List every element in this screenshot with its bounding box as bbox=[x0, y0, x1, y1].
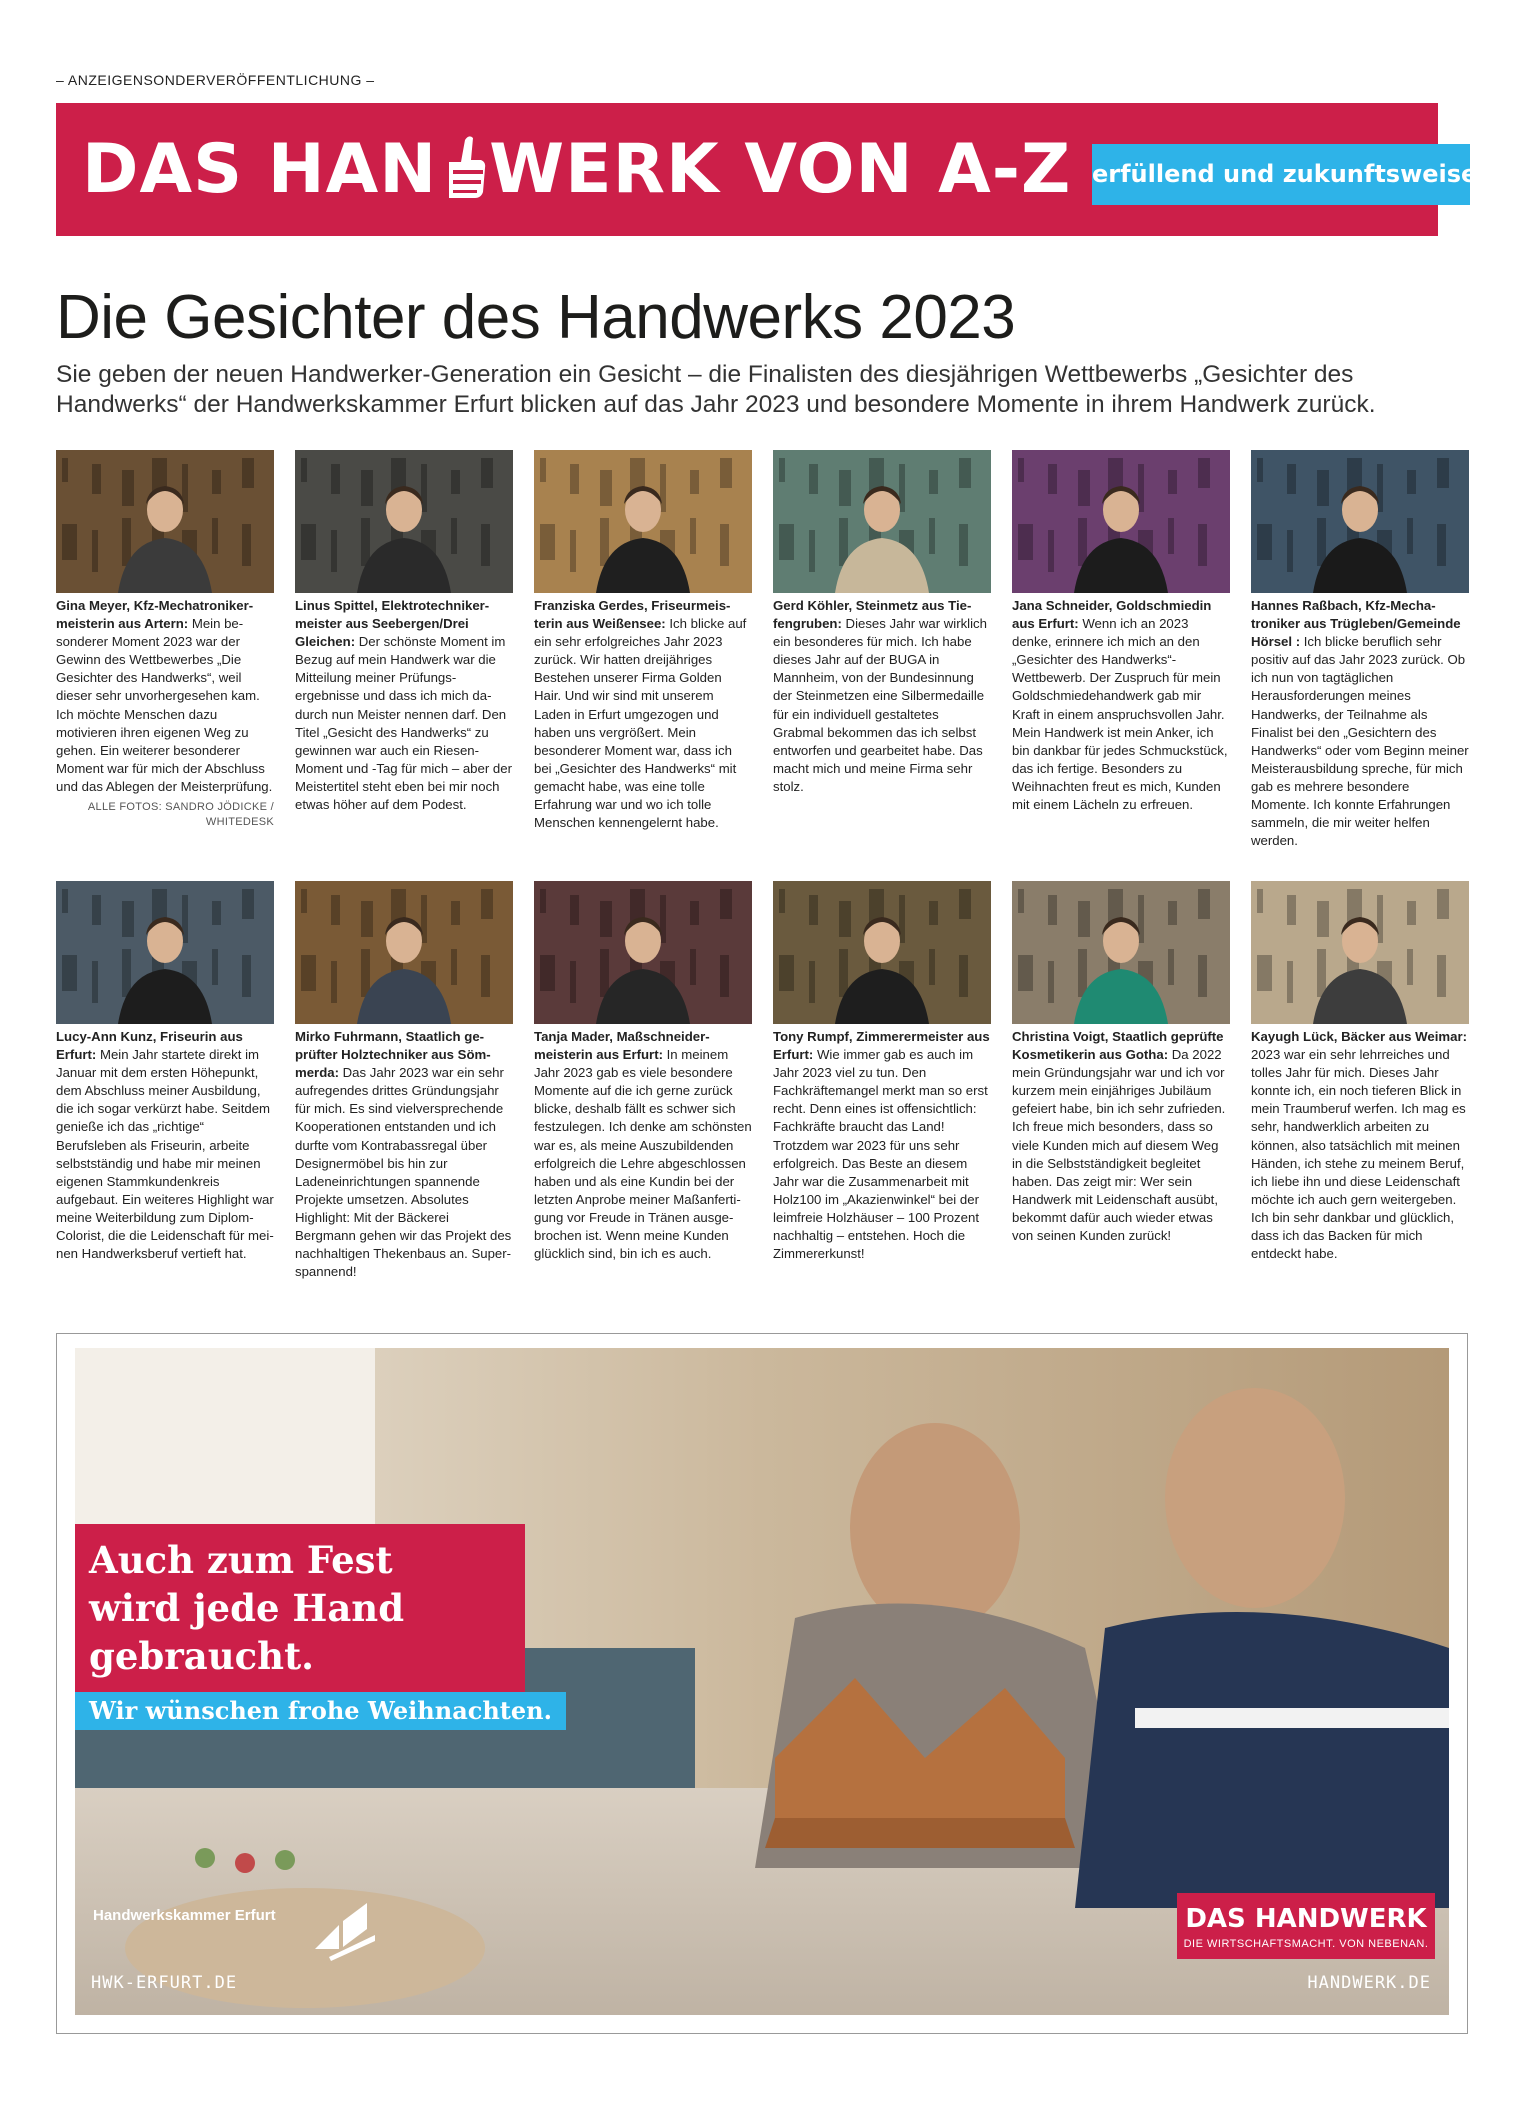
ad-slogan-line-1: Auch zum Fest bbox=[89, 1538, 393, 1582]
finalist-photo bbox=[773, 450, 991, 593]
finalist-card bbox=[295, 450, 513, 850]
finalist-caption bbox=[56, 1028, 274, 1263]
finalist-card bbox=[1251, 450, 1469, 850]
portrait-illustration bbox=[534, 450, 752, 593]
finalist-name: Kayugh Lück, Bäcker aus Weimar: bbox=[1251, 1029, 1467, 1044]
finalist-caption bbox=[773, 1028, 991, 1263]
portrait-illustration bbox=[1251, 881, 1469, 1024]
finalist-name: Linus Spittel, Elektrotechnikermeister aus Seebergen/Drei Gleichen: bbox=[295, 598, 490, 650]
finalist-card bbox=[56, 450, 274, 850]
lead-paragraph: Sie geben der neuen Handwerker-Generation ein Gesicht – die Finalisten des diesjährigen Wettbewerbs „Gesichter des Handwerks“ der Handwerkskammer Erfurt blicken auf das Jahr 2023 und besondere Momente in ihrem Handwerk zurück. bbox=[56, 361, 1376, 418]
finalist-card bbox=[1012, 450, 1230, 850]
finalist-name: Tanja Mader, Maßschneidermeisterin aus Erfurt: bbox=[534, 1029, 710, 1063]
page-title: Die Gesichter des Handwerks 2023 bbox=[56, 283, 1016, 352]
ad-slogan-line-2: wird jede Hand bbox=[89, 1586, 405, 1630]
finalist-name: Tony Rumpf, Zimmerermeister aus Erfurt: bbox=[773, 1029, 990, 1063]
finalist-text: Wie immer gab es auch im Jahr 2023 viel zu tun. Den Fachkräftemangel merkt man so erst recht. Denn eines ist offensichtlich: Fachkräfte braucht das Land! Trotzdem war 2023 für uns sehr erfolgreich. Das Beste an diesem Jahr war die Zusammenarbeit mit Holz100 im „Akazienwinkel“ bei der leimfreie Holzhäuser – 100 Prozent nachhaltig – entstehen. Hoch die Zimmererkunst! bbox=[773, 1047, 988, 1262]
portrait-illustration bbox=[534, 881, 752, 1024]
banner-title bbox=[82, 125, 1071, 215]
finalist-text: Ich blicke auf ein sehr erfolgreiches Jahr 2023 zurück. Wir hatten dreijähriges Bestehen unserer Firma Golden Hair. Und wir sind mit unserem Laden in Erfurt umgezogen und haben uns vergrößert. Mein besonderer Moment war, dass ich bei „Gesichter des Handwerks“ mit gemacht habe, was eine tolle Erfahrung war und wo ich tolle Menschen kennengelernt habe. bbox=[534, 616, 747, 831]
finalist-photo bbox=[534, 450, 752, 593]
banner-title-right: WERK VON A-Z bbox=[489, 130, 1072, 209]
handwerk-logo-subtitle: DIE WIRTSCHAFTSMACHT. VON NEBENAN. bbox=[1183, 1938, 1429, 1950]
finalist-text: In meinem Jahr 2023 gab es viele besondere Momente auf die ich gerne zurück blicke, deshalb fällt es schwer sich festzulegen. Ich denke am schönsten war es, als meine Auszubildenden erfolgreich die Lehre abgeschlossen haben und als eine Kundin bei der letzten Anprobe meiner Maßanfertigung vor Freude in Tränen ausgebrochen ist. Wenn meine Kunden glücklich sind, bin ich es auch. bbox=[534, 1047, 752, 1262]
finalist-card bbox=[534, 881, 752, 1281]
finalist-text: Das Jahr 2023 war ein sehr aufregendes drittes Gründungsjahr für mich. Es sind vielversprechende Kooperationen entstanden und ich durfte vom Kontrabassregal über Designermöbel bis hin zur Ladeneinrichtungen spannende Projekte umsetzen. Absolutes Highlight: Mit der Bäckerei Bergmann gehen wir das Projekt des nachhaltigen Thekenbaus an. Super-spannend! bbox=[295, 1065, 512, 1280]
finalist-caption bbox=[1012, 597, 1230, 814]
finalist-caption bbox=[1251, 597, 1469, 850]
portrait-illustration bbox=[1012, 450, 1230, 593]
finalist-caption bbox=[1012, 1028, 1230, 1245]
hwk-logo-icon bbox=[309, 1901, 381, 1963]
kicker: – ANZEIGENSONDERVERÖFFENTLICHUNG – bbox=[56, 72, 375, 88]
finalist-text: Der schönste Moment im Bezug auf mein Handwerk war die Mitteilung meiner Prüfungsergebnisse und dass ich mich dadurch nun Meister nennen darf. Den Titel „Gesicht des Handwerks“ zu gewinnen war auch ein Riesen-Moment und -Tag für mich – aber der Meistertitel steht eben bei mir noch etwas höher auf dem Podest. bbox=[295, 634, 512, 813]
hwk-url-link[interactable]: HWK-ERFURT.DE bbox=[91, 1973, 238, 1993]
finalist-photo bbox=[1012, 450, 1230, 593]
finalist-caption bbox=[1251, 1028, 1469, 1263]
finalist-caption bbox=[534, 597, 752, 832]
handwerk-url-link[interactable]: HANDWERK.DE bbox=[1307, 1973, 1431, 1993]
finalist-text: Wenn ich an 2023 denke, erinnere ich mich an den „Gesichter des Handwerks“-Wettbewerb. Der Zuspruch für mein Goldschmiedehandwerk gab mir Kraft in einem anspruchsvollen Jahr. Mein Handwerk ist mein Anker, ich bin dankbar für jedes Schmuckstück, das ich fertige. Besonders zu Weihnachten freut es mich, Kunden mit einem Lächeln zu erfreuen. bbox=[1012, 616, 1228, 813]
finalist-card bbox=[56, 881, 274, 1281]
finalist-name: Mirko Fuhrmann, Staatlich geprüfter Holztechniker aus Sömmerda: bbox=[295, 1029, 491, 1081]
finalist-name: Hannes Raßbach, Kfz-Mechatroniker aus Trügleben/Gemeinde Hörsel : bbox=[1251, 598, 1461, 650]
finalist-photo bbox=[534, 881, 752, 1024]
finalist-caption bbox=[295, 1028, 513, 1281]
portrait-illustration bbox=[1251, 450, 1469, 593]
finalist-name: Jana Schneider, Goldschmiedin aus Erfurt: bbox=[1012, 598, 1212, 632]
advertisement bbox=[56, 1333, 1468, 2034]
finalist-photo bbox=[1251, 450, 1469, 593]
finalist-photo bbox=[1251, 881, 1469, 1024]
ad-greeting: Wir wünschen frohe Weihnachten. bbox=[75, 1692, 566, 1730]
finalist-card bbox=[773, 881, 991, 1281]
finalist-photo bbox=[1012, 881, 1230, 1024]
finalist-name: Lucy-Ann Kunz, Friseurin aus Erfurt: bbox=[56, 1029, 243, 1063]
finalist-photo bbox=[295, 450, 513, 593]
portrait-illustration bbox=[773, 450, 991, 593]
thumbs-up-icon bbox=[439, 132, 487, 204]
finalist-text: Ich blicke beruflich sehr positiv auf das Jahr 2023 zurück. Ob ich nun von tagtäglichen Herausforderungen meines Handwerks, der Teilnahme als Finalist bei den „Gesichtern des Handwerks“ oder vom Beginn meiner Meisterausbildung spreche, für mich gab es mehrere besondere Momente. Ich konnte Erfahrungen sammeln, die mir weiter helfen werden. bbox=[1251, 634, 1469, 849]
finalist-text: Mein besonderer Moment 2023 war der Gewinn des Wettbewerbes „Die Gesichter des Handwerks“, weil dieser sehr unvorhergesehen kam. Ich möchte Menschen dazu motivieren ihren eigenen Weg zu gehen. Ein weiterer besonderer Moment war für mich der Abschluss und das Ablegen der Meisterprüfung. bbox=[56, 616, 273, 794]
finalist-name: Franziska Gerdes, Friseurmeisterin aus Weißensee: bbox=[534, 598, 731, 632]
finalist-caption bbox=[295, 597, 513, 814]
finalist-photo bbox=[56, 450, 274, 593]
banner-tagline: erfüllend und zukunftsweisend bbox=[1092, 144, 1470, 205]
finalist-caption bbox=[773, 597, 991, 796]
finalist-photo bbox=[295, 881, 513, 1024]
portrait-illustration bbox=[295, 881, 513, 1024]
portrait-illustration bbox=[1012, 881, 1230, 1024]
finalists-row-1 bbox=[56, 450, 1470, 850]
finalist-name: Christina Voigt, Staatlich geprüfte Kosmetikerin aus Gotha: bbox=[1012, 1029, 1224, 1063]
ad-slogan bbox=[75, 1524, 525, 1692]
finalist-photo bbox=[56, 881, 274, 1024]
ad-image bbox=[75, 1348, 1449, 2015]
finalist-text: 2023 war ein sehr lehrreiches und tolles Jahr für mich. Dieses Jahr konnte ich, ein noch tieferen Blick in mein Traumberuf werfen. Ich mag es sehr, handwerklich arbeiten zu können, also tatsächlich mit meinen Händen, ich stehe zu meinem Beruf, ich liebe ihn und diese Leidenschaft möchte ich auch gern weitergeben. Ich bin sehr dankbar und glücklich, dass ich das Backen für mich entdeckt habe. bbox=[1251, 1047, 1466, 1262]
finalist-card bbox=[1012, 881, 1230, 1281]
finalist-caption bbox=[56, 597, 274, 796]
portrait-illustration bbox=[773, 881, 991, 1024]
handwerk-logo-title: DAS HANDWERK bbox=[1185, 1904, 1427, 1934]
finalist-card bbox=[773, 450, 991, 850]
finalist-name: Gina Meyer, Kfz-Mechatronikermeisterin aus Artern: bbox=[56, 598, 254, 632]
finalist-card bbox=[1251, 881, 1469, 1281]
finalists-row-2 bbox=[56, 881, 1470, 1281]
finalist-card bbox=[295, 881, 513, 1281]
portrait-illustration bbox=[56, 450, 274, 593]
ad-slogan-line-3: gebraucht. bbox=[89, 1634, 315, 1678]
photo-credit: ALLE FOTOS: SANDRO JÖDICKE / WHITEDESK bbox=[87, 801, 274, 829]
portrait-illustration bbox=[56, 881, 274, 1024]
finalist-photo bbox=[773, 881, 991, 1024]
finalist-caption bbox=[534, 1028, 752, 1263]
portrait-illustration bbox=[295, 450, 513, 593]
finalist-text: Mein Jahr startete direkt im Januar mit dem ersten Höhepunkt, dem Abschluss meiner Ausbildung, die ich sogar verkürzt habe. Seitdem genieße ich das „richtige“ Berufsleben als Friseurin, arbeite selbstständig und habe mir meinen eigenen Stammkundenkreis aufgebaut. Ein weiteres Highlight war meine Weiterbildung zum Diplom-Colorist, die die Leidenschaft für meinen Handwerksberuf vertieft hat. bbox=[56, 1047, 274, 1262]
finalist-text: Dieses Jahr war wirklich ein besonderes für mich. Ich habe dieses Jahr auf der BUGA in Mannheim, von der Bundesinnung der Steinmetzen eine Silbermedaille für ein individuell gestaltetes Grabmal bekommen das ich selbst entworfen und gearbeitet habe. Das macht mich und meine Firma sehr stolz. bbox=[773, 616, 987, 794]
finalist-name: Gerd Köhler, Steinmetz aus Tiefengruben: bbox=[773, 598, 972, 632]
finalist-text: Da 2022 mein Gründungsjahr war und ich vor kurzem mein einjähriges Jubiläum gefeiert habe, bin ich sehr zufrieden. Ich freue mich besonders, dass so viele Kunden mich auf diesem Weg in die Selbstständigkeit begleitet haben. Das zeigt mir: Wer sein Handwerk mit Leidenschaft ausübt, bekommt dafür auch wieder etwas von seinen Kunden zurück! bbox=[1012, 1047, 1226, 1244]
hwk-name: Handwerkskammer Erfurt bbox=[93, 1907, 276, 1924]
finalist-card bbox=[534, 450, 752, 850]
banner-title-left: DAS HAN bbox=[82, 130, 438, 209]
handwerk-logo bbox=[1177, 1893, 1435, 1959]
